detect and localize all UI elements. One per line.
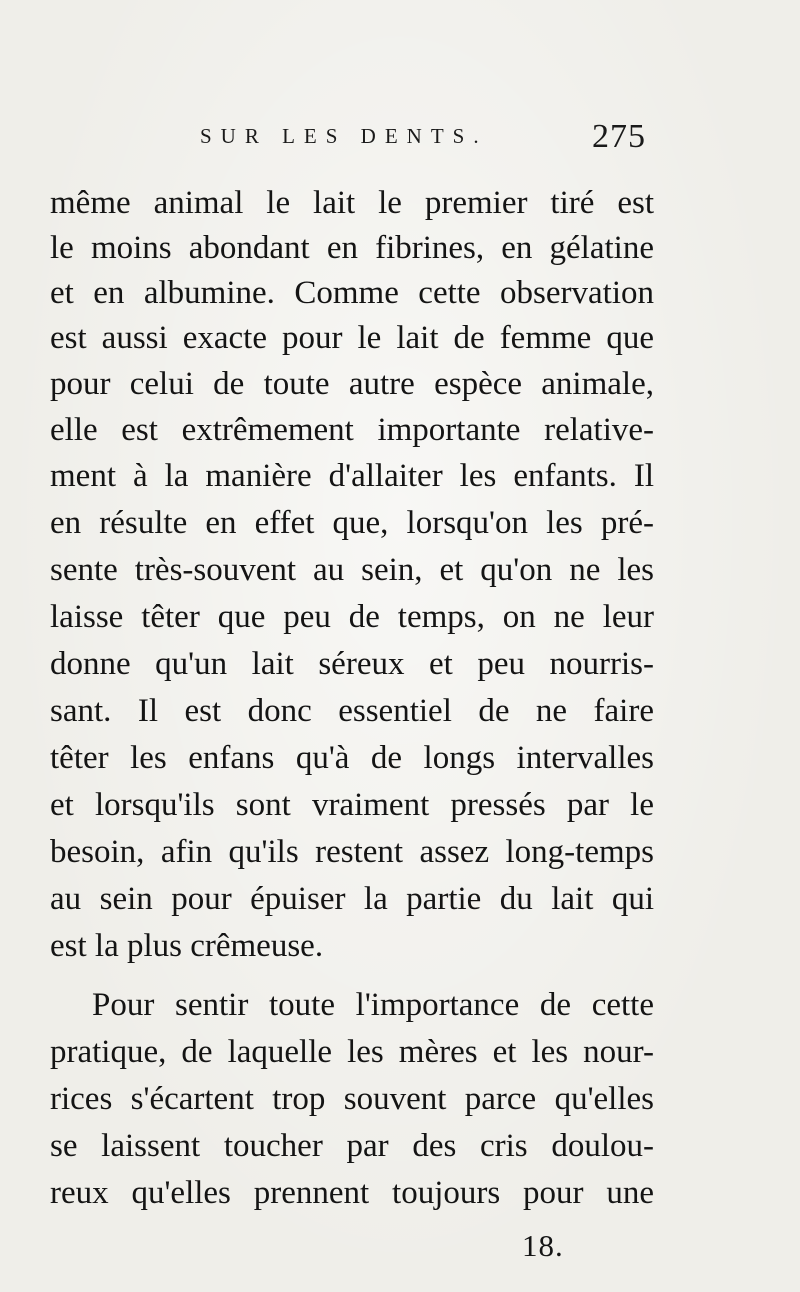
text-line: est aussi exacte pour le lait de femme que (50, 320, 654, 356)
text-line: reux qu'elles prennent toujours pour une (50, 1175, 654, 1211)
page-number: 275 (592, 118, 646, 155)
text-line: sente très-souvent au sein, et qu'on ne les (50, 552, 654, 588)
paragraph-first-line: Pour sentir toute l'importance de cette (92, 987, 654, 1023)
text-line: besoin, afin qu'ils restent assez long-temps (50, 834, 654, 870)
text-line: est la plus crêmeuse. (50, 928, 324, 964)
text-line: sant. Il est donc essentiel de ne faire (50, 693, 654, 729)
text-line: et en albumine. Comme cette observation (50, 275, 654, 311)
text-line: laisse têter que peu de temps, on ne leur (50, 599, 654, 635)
text-line: ment à la manière d'allaiter les enfants. Il (50, 458, 654, 494)
text-line: en résulte en effet que, lorsqu'on les pré- (50, 505, 654, 541)
text-line: au sein pour épuiser la partie du lait qui (50, 881, 654, 917)
text-line: têter les enfans qu'à de longs intervalles (50, 740, 654, 776)
text-line: elle est extrêmement importante relative- (50, 412, 654, 448)
text-line: le moins abondant en fibrines, en gélatine (50, 230, 654, 266)
text-line: et lorsqu'ils sont vraiment pressés par le (50, 787, 654, 823)
signature-mark: 18. (522, 1228, 564, 1263)
text-line: pour celui de toute autre espèce animale, (50, 366, 654, 402)
text-line: rices s'écartent trop souvent parce qu'elles (50, 1081, 654, 1117)
running-head: SUR LES DENTS. (200, 124, 488, 148)
text-line: même animal le lait le premier tiré est (50, 185, 654, 221)
text-line: pratique, de laquelle les mères et les nour- (50, 1034, 654, 1070)
text-line: donne qu'un lait séreux et peu nourris- (50, 646, 654, 682)
text-line: se laissent toucher par des cris doulou- (50, 1128, 654, 1164)
